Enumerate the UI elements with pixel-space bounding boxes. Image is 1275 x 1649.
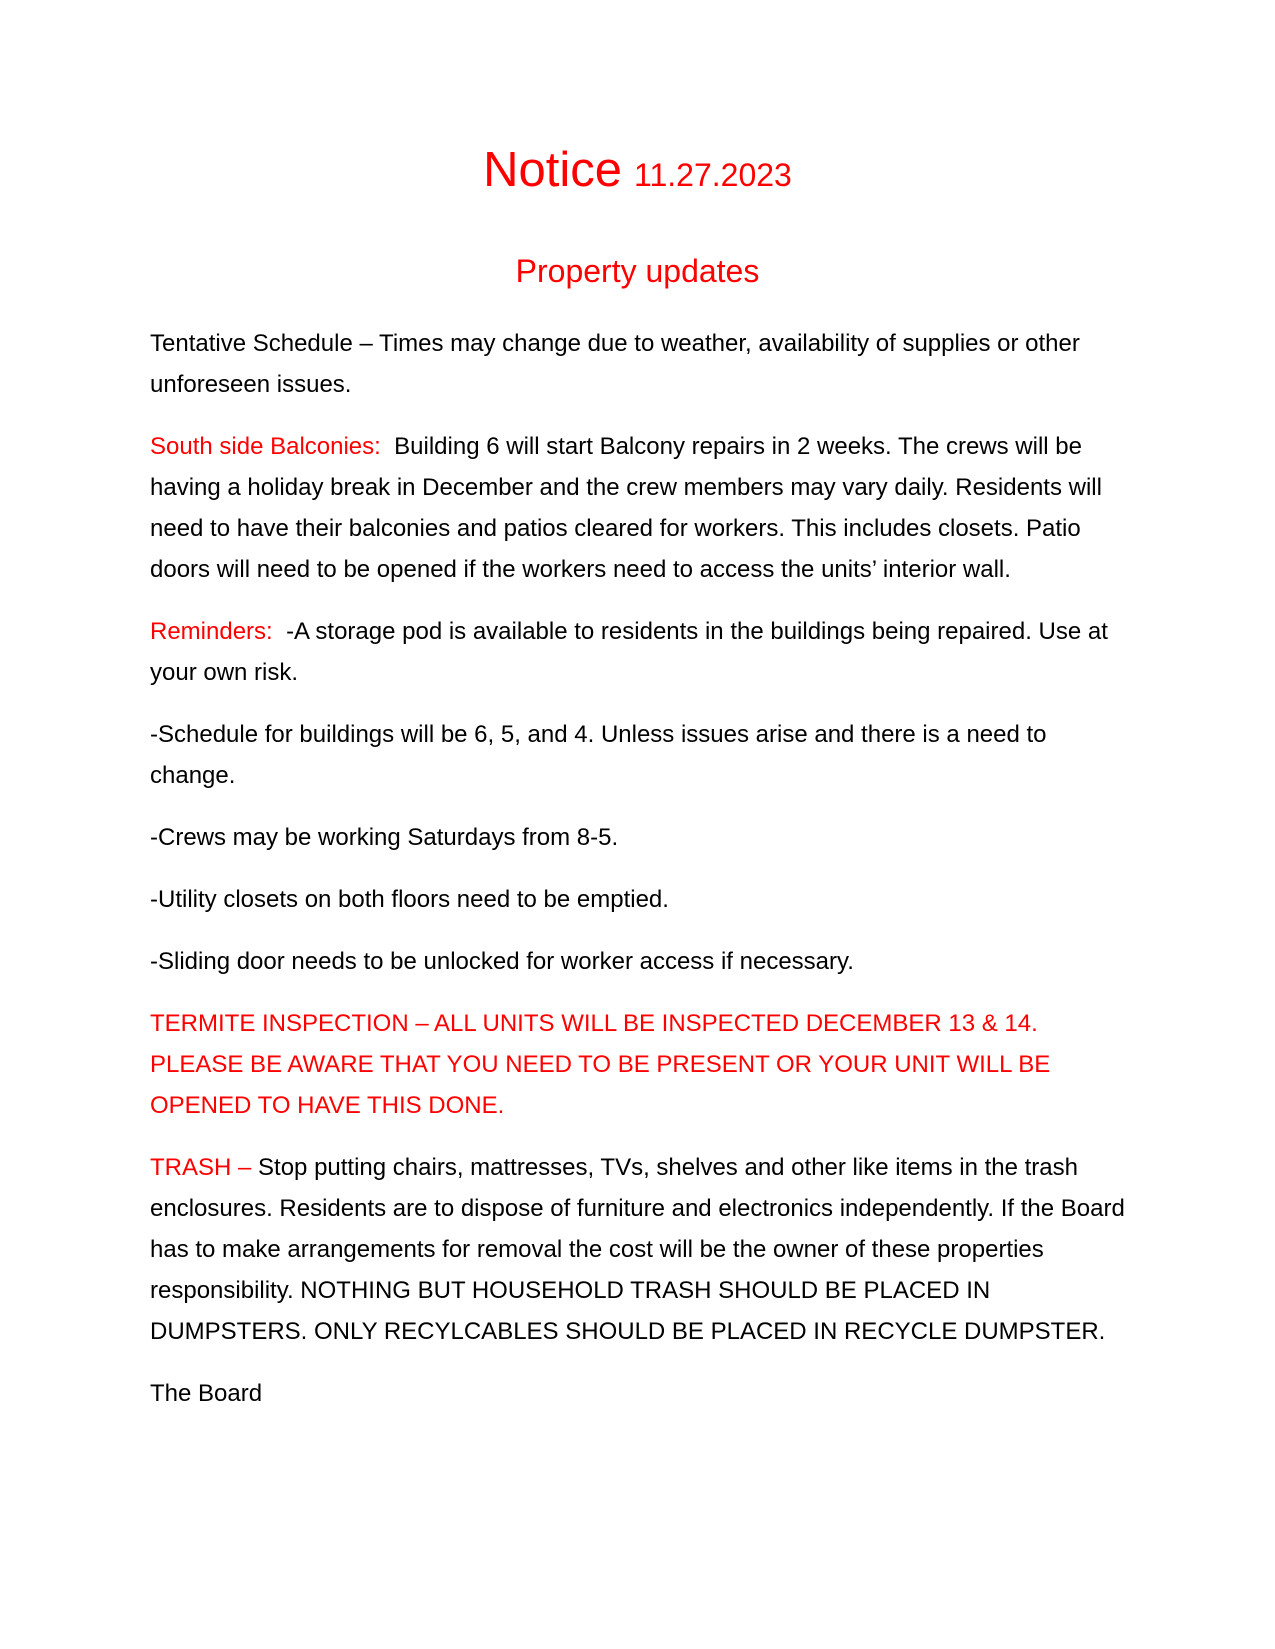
balconies-text: Building 6 will start Balcony repairs in 2 weeks. The crews will be having a holiday break in December and the crew members may vary daily. Residents will need to have their balconies and patios cleared for workers. This includes closets. Patio doors will need to be opened if the workers need to access the units’ interior wall. [150,433,1102,583]
trash-text: Stop putting chairs, mattresses, TVs, shelves and other like items in the trash enclosures. Residents are to dispose of furniture and electronics independently. If the Board has to make arrangements for removal the cost will be the owner of these properties responsibility. NOTHING BUT HOUSEHOLD TRASH SHOULD BE PLACED IN DUMPSTERS. ONLY RECYLCABLES SHOULD BE PLACED IN RECYCLE DUMPSTER. [150,1154,1125,1345]
reminders-text: -A storage pod is available to residents in the buildings being repaired. Use at your own risk. [150,618,1108,686]
notice-subtitle: Property updates [515,253,760,289]
schedule-paragraph: Tentative Schedule – Times may change due to weather, availability of supplies or other unforeseen issues. [150,330,1080,398]
notice-body [150,323,1135,1435]
reminder-item: -Crews may be working Saturdays from 8-5. [150,824,619,851]
reminders-label: Reminders: [150,618,273,645]
trash-paragraph [150,1147,1135,1352]
reminder-item: -Sliding door needs to be unlocked for worker access if necessary. [150,948,854,975]
reminders-paragraph [150,611,1135,693]
trash-label: TRASH – [150,1154,252,1181]
reminder-item: -Utility closets on both floors need to be emptied. [150,886,669,913]
signature: The Board [150,1380,263,1407]
notice-title [0,143,1275,197]
balconies-label: South side Balconies: [150,433,381,460]
notice-title-word: Notice [483,143,623,197]
balconies-paragraph [150,426,1135,590]
notice-date: 11.27.2023 [634,157,792,193]
termite-inspection-paragraph: TERMITE INSPECTION – ALL UNITS WILL BE INSPECTED DECEMBER 13 & 14. PLEASE BE AWARE THAT YOU NEED TO BE PRESENT OR YOUR UNIT WILL BE OPENED TO HAVE THIS DONE. [150,1010,1051,1119]
reminder-item: -Schedule for buildings will be 6, 5, and 4. Unless issues arise and there is a need to change. [150,721,1047,789]
